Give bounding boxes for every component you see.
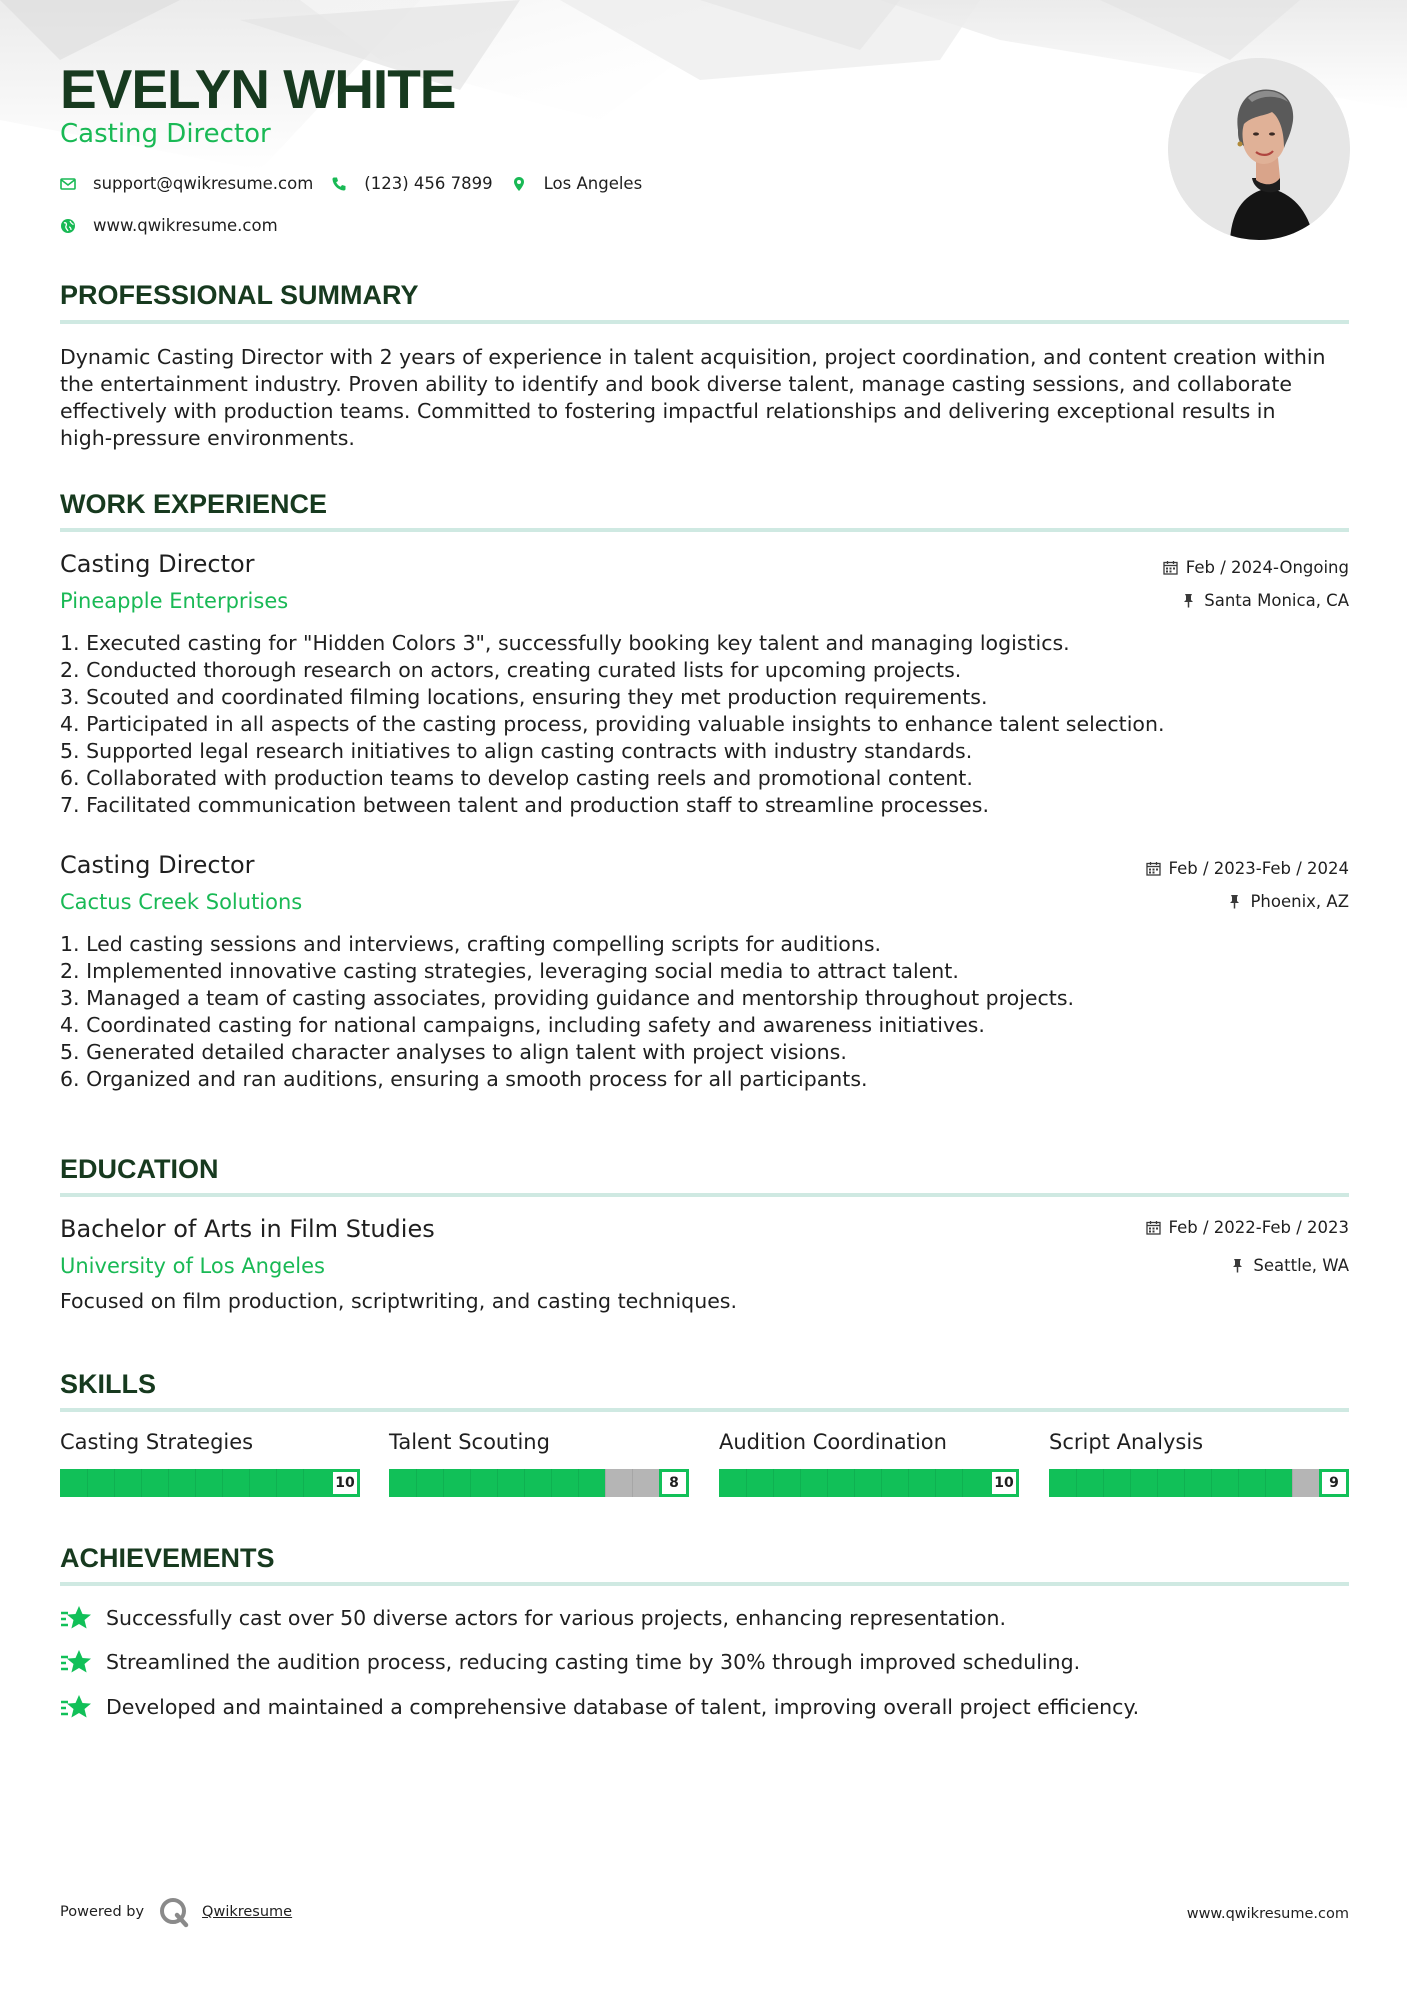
list-item: 6. Organized and ran auditions, ensuring a smooth process for all participants. (60, 1067, 868, 1091)
summary-line: effectively with production teams. Committed to fostering impactful relationships and delivering exceptional results in (60, 399, 1276, 423)
list-item: 3. Scouted and coordinated filming locations, ensuring they met production requirements. (60, 685, 988, 709)
pushpin-icon (1227, 894, 1242, 909)
skill-bar-segment (854, 1469, 855, 1497)
job-bullets (60, 630, 1349, 819)
achievement-item (60, 1648, 1080, 1676)
job-dates (1146, 859, 1349, 878)
email-link[interactable]: support@qwikresume.com (93, 174, 314, 193)
powered-by-label: Powered by (60, 1904, 145, 1920)
qwikresume-logo-icon (158, 1896, 190, 1928)
skill-level-fill (719, 1469, 1019, 1497)
calendar-icon (1146, 861, 1161, 876)
location-text: Los Angeles (543, 174, 643, 193)
achievement-text: Developed and maintained a comprehensive database of talent, improving overall project efficiency. (106, 1695, 1140, 1719)
education-description: Focused on film production, scriptwriting, and casting techniques. (60, 1289, 738, 1313)
phone-icon (331, 176, 347, 192)
qwikresume-link[interactable]: Qwikresume (202, 1904, 293, 1920)
website-link[interactable]: www.qwikresume.com (93, 216, 278, 235)
skill-item (719, 1428, 1019, 1497)
contact-website (60, 216, 278, 235)
skill-level-bar (719, 1469, 1019, 1497)
globe-icon (60, 218, 76, 234)
skill-bar-segment (1292, 1469, 1293, 1497)
education-dates-text: Feb / 2022-Feb / 2023 (1168, 1218, 1349, 1237)
job-title: Casting Director (60, 851, 255, 879)
list-item: 1. Executed casting for "Hidden Colors 3", successfully booking key talent and managing logistics. (60, 631, 1070, 655)
skill-bar-segment (168, 1469, 169, 1497)
job-dates-text: Feb / 2024-Ongoing (1185, 558, 1349, 577)
contact-phone (331, 174, 492, 193)
education-location-text: Seattle, WA (1253, 1256, 1349, 1275)
list-item: 4. Participated in all aspects of the casting process, providing valuable insights to enhance talent selection. (60, 712, 1165, 736)
skill-bar-segment (497, 1469, 498, 1497)
skill-item (389, 1428, 689, 1497)
section-divider (60, 1408, 1349, 1412)
skill-bar-segment (195, 1469, 196, 1497)
job-title: Casting Director (60, 550, 255, 578)
skill-level-bar (389, 1469, 689, 1497)
skill-bar-segment (746, 1469, 747, 1497)
section-title-skills: SKILLS (60, 1369, 157, 1399)
skill-item (1049, 1428, 1349, 1497)
skill-bar-segment (87, 1469, 88, 1497)
skill-bar-segment (908, 1469, 909, 1497)
summary-text (60, 344, 1349, 452)
profile-photo (1168, 58, 1350, 240)
skill-level-badge: 9 (1319, 1469, 1349, 1497)
summary-line: the entertainment industry. Proven ability to identify and book diverse talent, manage casting sessions, and collaborate (60, 372, 1292, 396)
section-title-education: EDUCATION (60, 1154, 219, 1184)
skill-name: Talent Scouting (389, 1430, 550, 1454)
section-title-experience: WORK EXPERIENCE (60, 489, 328, 519)
skill-level-bar (60, 1469, 360, 1497)
company-name: Pineapple Enterprises (60, 589, 289, 613)
job-dates-text: Feb / 2023-Feb / 2024 (1168, 859, 1349, 878)
job-bullets (60, 931, 1349, 1093)
skill-item (60, 1428, 360, 1497)
skill-bar-segment (416, 1469, 417, 1497)
skill-bar-segment (605, 1469, 606, 1497)
job-location (1181, 591, 1349, 610)
skill-bar-segment (800, 1469, 801, 1497)
skill-level-bar (1049, 1469, 1349, 1497)
job-location-text: Santa Monica, CA (1204, 591, 1349, 610)
achievement-text: Successfully cast over 50 diverse actors for various projects, enhancing representation. (106, 1606, 1007, 1630)
skill-bar-segment (249, 1469, 250, 1497)
company-name: Cactus Creek Solutions (60, 890, 303, 914)
calendar-icon (1146, 1220, 1161, 1235)
phone-number: (123) 456 7899 (364, 174, 493, 193)
job-location-text: Phoenix, AZ (1250, 892, 1349, 911)
contact-row-website (60, 216, 296, 235)
skill-bar-segment (222, 1469, 223, 1497)
section-title-achievements: ACHIEVEMENTS (60, 1543, 275, 1573)
list-item: 2. Conducted thorough research on actors, creating curated lists for upcoming projects. (60, 658, 962, 682)
skill-level-fill (60, 1469, 360, 1497)
summary-line: Dynamic Casting Director with 2 years of experience in talent acquisition, project coordination, and content creation within (60, 345, 1326, 369)
skill-bar-segment (881, 1469, 882, 1497)
contact-row (60, 174, 660, 193)
section-divider (60, 1193, 1349, 1197)
list-item: 7. Facilitated communication between talent and production staff to streamline processes. (60, 793, 989, 817)
section-title-summary: PROFESSIONAL SUMMARY (60, 280, 419, 310)
achievement-item (60, 1693, 1139, 1721)
section-divider (60, 320, 1349, 324)
skill-bar-segment (114, 1469, 115, 1497)
map-pin-icon (511, 176, 527, 192)
star-badge-icon (60, 1648, 92, 1676)
skill-level-badge: 10 (989, 1469, 1019, 1497)
skill-bar-segment (935, 1469, 936, 1497)
skill-name: Audition Coordination (719, 1430, 947, 1454)
skill-bar-segment (773, 1469, 774, 1497)
achievement-text: Streamlined the audition process, reducing casting time by 30% through improved scheduling. (106, 1650, 1081, 1674)
skill-bar-segment (303, 1469, 304, 1497)
list-item: 2. Implemented innovative casting strategies, leveraging social media to attract talent. (60, 959, 959, 983)
skill-bar-segment (1103, 1469, 1104, 1497)
skill-bar-segment (1130, 1469, 1131, 1497)
skill-bar-segment (141, 1469, 142, 1497)
star-badge-icon (60, 1693, 92, 1721)
education-dates (1146, 1218, 1349, 1237)
skill-bar-segment (524, 1469, 525, 1497)
skill-level-badge: 8 (659, 1469, 689, 1497)
skill-bar-segment (443, 1469, 444, 1497)
skill-bar-segment (827, 1469, 828, 1497)
list-item: 5. Generated detailed character analyses to align talent with project visions. (60, 1040, 847, 1064)
job-location (1227, 892, 1349, 911)
candidate-title: Casting Director (60, 119, 271, 149)
school-name: University of Los Angeles (60, 1254, 325, 1278)
list-item: 1. Led casting sessions and interviews, crafting compelling scripts for auditions. (60, 932, 882, 956)
skill-level-badge: 10 (330, 1469, 360, 1497)
footer-website-link[interactable]: www.qwikresume.com (1186, 1906, 1349, 1922)
skill-bar-segment (632, 1469, 633, 1497)
skill-name: Casting Strategies (60, 1430, 254, 1454)
skill-bar-segment (470, 1469, 471, 1497)
skill-bar-segment (276, 1469, 277, 1497)
list-item: 4. Coordinated casting for national campaigns, including safety and awareness initiatives. (60, 1013, 985, 1037)
skill-bar-segment (1184, 1469, 1185, 1497)
skill-bar-segment (962, 1469, 963, 1497)
skill-bar-segment (551, 1469, 552, 1497)
skill-bar-segment (1265, 1469, 1266, 1497)
pushpin-icon (1230, 1258, 1245, 1273)
envelope-icon (60, 176, 76, 192)
job-dates (1163, 558, 1349, 577)
list-item: 5. Supported legal research initiatives to align casting contracts with industry standards. (60, 739, 973, 763)
skill-bar-segment (578, 1469, 579, 1497)
summary-line: high-pressure environments. (60, 426, 355, 450)
skill-name: Script Analysis (1049, 1430, 1204, 1454)
skill-level-fill (1049, 1469, 1292, 1497)
list-item: 6. Collaborated with production teams to develop casting reels and promotional content. (60, 766, 973, 790)
skill-bar-segment (1238, 1469, 1239, 1497)
skill-bar-segment (1157, 1469, 1158, 1497)
candidate-name: EVELYN WHITE (60, 58, 456, 120)
list-item: 3. Managed a team of casting associates, providing guidance and mentorship throughout projects. (60, 986, 1075, 1010)
star-badge-icon (60, 1604, 92, 1632)
contact-email (60, 174, 313, 193)
section-divider (60, 528, 1349, 532)
calendar-icon (1163, 560, 1178, 575)
contact-location (511, 174, 643, 193)
degree-title: Bachelor of Arts in Film Studies (60, 1215, 435, 1243)
pushpin-icon (1181, 593, 1196, 608)
skill-bar-segment (1076, 1469, 1077, 1497)
skill-bar-segment (1211, 1469, 1212, 1497)
section-divider (60, 1582, 1349, 1586)
achievement-item (60, 1604, 1006, 1632)
education-location (1230, 1256, 1349, 1275)
footer-branding (60, 1896, 292, 1928)
